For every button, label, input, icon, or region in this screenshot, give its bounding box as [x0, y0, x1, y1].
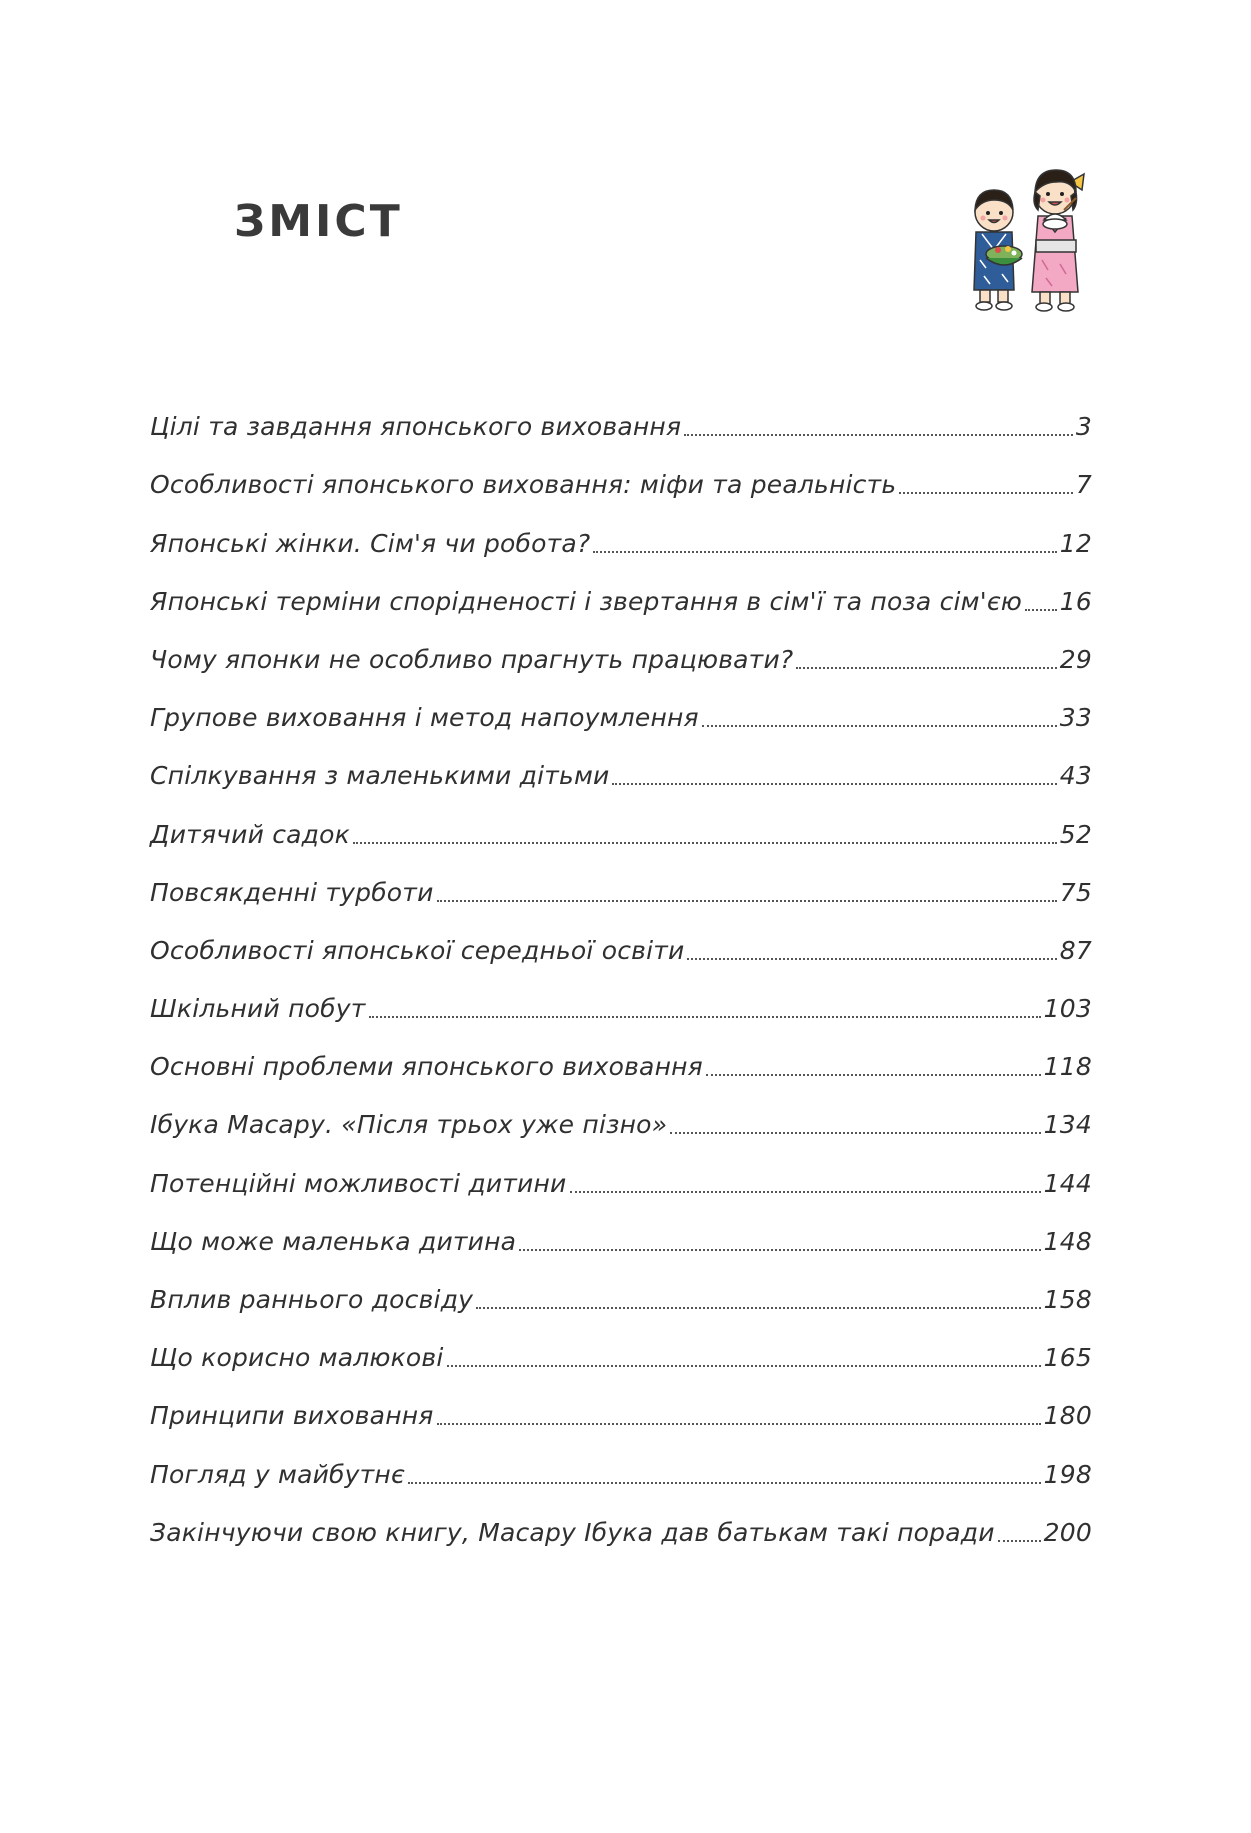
toc-entry-title: Погляд у майбутнє: [150, 1459, 405, 1489]
toc-leader-dots: [899, 492, 1073, 494]
toc-entry[interactable]: [150, 1199, 1092, 1257]
toc-entry-title: Особливості японського виховання: міфи та реальність: [150, 470, 897, 500]
table-of-contents: [150, 384, 1092, 1548]
toc-entry[interactable]: [150, 733, 1092, 791]
toc-entry-title: Чому японки не особливо прагнуть працювати?: [150, 644, 794, 674]
toc-entry-title: Принципи виховання: [150, 1401, 434, 1431]
toc-entry[interactable]: [150, 1024, 1092, 1082]
toc-entry-title: Закінчуючи свою книгу, Масару Ібука дав батькам такі поради: [150, 1517, 995, 1547]
toc-leader-dots: [593, 551, 1056, 553]
toc-entry[interactable]: [150, 1315, 1092, 1373]
toc-entry-page-number: 198: [1043, 1459, 1092, 1489]
toc-entry-page-number: 87: [1059, 935, 1092, 965]
toc-entry-title: Японські терміни спорідненості і звертання в сім'ї та поза сім'єю: [150, 586, 1022, 616]
toc-entry-page-number: 75: [1059, 877, 1092, 907]
toc-entry-page-number: 3: [1075, 412, 1092, 442]
toc-entry[interactable]: [150, 908, 1092, 966]
toc-entry-title: Повсякденні турботи: [150, 877, 434, 907]
toc-entry[interactable]: [150, 384, 1092, 442]
toc-entry-page-number: 134: [1043, 1110, 1092, 1140]
toc-leader-dots: [706, 1074, 1041, 1076]
toc-entry-page-number: 103: [1043, 994, 1092, 1024]
toc-entry[interactable]: [150, 791, 1092, 849]
toc-entry-page-number: 148: [1043, 1226, 1092, 1256]
toc-entry-title: Що може маленька дитина: [150, 1226, 517, 1256]
toc-entry[interactable]: [150, 1082, 1092, 1140]
toc-entry-page-number: 165: [1043, 1343, 1092, 1373]
toc-leader-dots: [353, 842, 1057, 844]
toc-entry-page-number: 43: [1059, 761, 1092, 791]
toc-entry-page-number: 52: [1059, 819, 1092, 849]
page-title: ЗМІСТ: [234, 196, 403, 247]
toc-entry[interactable]: [150, 675, 1092, 733]
toc-entry-title: Групове виховання і метод напоумлення: [150, 703, 699, 733]
toc-entry-title: Спілкування з маленькими дітьми: [150, 761, 610, 791]
toc-entry[interactable]: [150, 559, 1092, 617]
toc-leader-dots: [684, 434, 1073, 436]
boy-figure: [974, 190, 1022, 310]
toc-leader-dots: [437, 900, 1057, 902]
toc-entry-page-number: 12: [1059, 528, 1092, 558]
toc-leader-dots: [519, 1249, 1040, 1251]
toc-entry-title: Японські жінки. Сім'я чи робота?: [150, 528, 591, 558]
toc-entry-page-number: 158: [1043, 1285, 1092, 1314]
toc-leader-dots: [570, 1191, 1041, 1193]
toc-entry-title: Вплив раннього досвіду: [150, 1285, 474, 1314]
toc-entry-title: Ібука Масару. «Після трьох уже пізно»: [150, 1110, 668, 1140]
toc-entry-page-number: 33: [1059, 703, 1092, 733]
toc-entry-title: Потенційні можливості дитини: [150, 1168, 567, 1198]
toc-leader-dots: [612, 783, 1056, 785]
toc-leader-dots: [702, 725, 1057, 727]
toc-entry-page-number: 118: [1043, 1052, 1092, 1082]
toc-entry[interactable]: [150, 966, 1092, 1024]
girl-figure: [1032, 170, 1084, 311]
toc-entry-title: Шкільний побут: [150, 994, 366, 1024]
toc-entry[interactable]: [150, 1140, 1092, 1198]
toc-entry-page-number: 144: [1043, 1168, 1092, 1198]
toc-leader-dots: [369, 1016, 1041, 1018]
toc-entry-page-number: 29: [1059, 644, 1092, 674]
toc-entry-page-number: 7: [1075, 470, 1092, 500]
toc-entry-title: Цілі та завдання японського виховання: [150, 412, 682, 442]
toc-entry-page-number: 180: [1043, 1401, 1092, 1431]
japanese-children-icon: [952, 160, 1102, 315]
toc-entry[interactable]: [150, 500, 1092, 558]
toc-entry-title: Основні проблеми японського виховання: [150, 1052, 703, 1082]
toc-entry-page-number: 200: [1043, 1517, 1092, 1547]
toc-entry[interactable]: [150, 1257, 1092, 1315]
toc-leader-dots: [408, 1482, 1041, 1484]
toc-entry[interactable]: [150, 442, 1092, 500]
toc-entry[interactable]: [150, 617, 1092, 675]
toc-entry[interactable]: [150, 1490, 1092, 1548]
toc-leader-dots: [476, 1307, 1040, 1309]
toc-entry[interactable]: [150, 850, 1092, 908]
toc-entry-title: Дитячий садок: [150, 819, 350, 849]
toc-entry-title: Особливості японської середньої освіти: [150, 935, 685, 965]
toc-entry[interactable]: [150, 1431, 1092, 1489]
toc-entry-title: Що корисно малюкові: [150, 1343, 444, 1373]
toc-leader-dots: [796, 667, 1056, 669]
toc-leader-dots: [1025, 609, 1057, 611]
toc-leader-dots: [437, 1423, 1041, 1425]
toc-leader-dots: [687, 958, 1056, 960]
toc-leader-dots: [447, 1365, 1041, 1367]
toc-leader-dots: [670, 1132, 1040, 1134]
toc-leader-dots: [998, 1540, 1041, 1542]
toc-entry[interactable]: [150, 1373, 1092, 1431]
toc-entry-page-number: 16: [1059, 586, 1092, 616]
